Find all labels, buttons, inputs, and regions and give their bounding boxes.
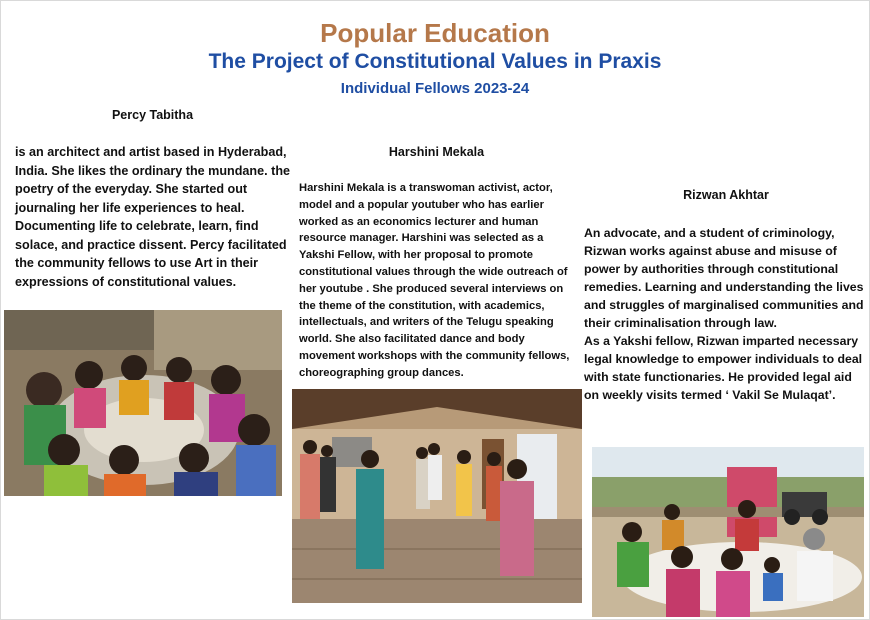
page-subheading: Individual Fellows 2023-24 [340, 80, 530, 97]
fellow-name-harshini: Harshini Mekala [388, 145, 485, 159]
photo-legal-aid [592, 447, 864, 617]
page-subtitle: The Project of Constitutional Values in Praxis [208, 50, 662, 73]
fellow-bio-rizwan-p1: An advocate, and a student of criminology, Rizwan works against abuse and misuse of power by authorities through constitutional remedies. Learning and understanding the lives and struggles of marginalised communities and their criminalisation through law. [584, 226, 864, 330]
fellow-bio-rizwan-p2: As a Yakshi fellow, Rizwan imparted necessary legal knowledge to empower individuals to deal with state functionaries. He provided legal aid on weekly visits termed ‘ Vakil Se Mulaqat’. [584, 334, 863, 402]
fellow-name-rizwan: Rizwan Akhtar [683, 188, 769, 202]
fellow-bio-rizwan [584, 224, 868, 404]
page-title: Popular Education [320, 18, 550, 48]
photo-dance-workshop [292, 389, 582, 603]
fellow-name-percy: Percy Tabitha [111, 108, 194, 122]
fellow-bio-harshini: Harshini Mekala is a transwoman activist, actor, model and a popular youtuber who has earlier worked as an economics lecturer and human resource manager. Harshini was selected as a Yakshi Fellow, with her proposal to promote constitutional values through the wide outreach of her youtube . She produced several interviews on the theme of the constitution, with academics, intellectuals, and writers of the Telugu speaking world. She also facilitated dance and body movement workshops with the community fellows, choreographing group dances. [299, 182, 570, 379]
fellow-bio-percy: is an architect and artist based in Hyderabad, India. She likes the ordinary the mundane. the poetry of the everyday. She started out journaling her life experiences to heal. Documenting life to celebrate, learn, find solace, and practice dissent. Percy facilitated the community fellows to use Art in their expressions of constitutional values. [15, 145, 291, 289]
photo-art-workshop [4, 310, 282, 496]
